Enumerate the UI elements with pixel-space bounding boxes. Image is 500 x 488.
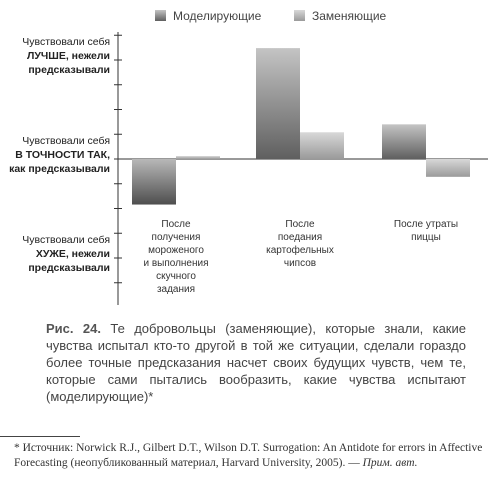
category-label-line: пиццы <box>411 232 441 243</box>
y-label-line: Чувствовали себя <box>22 135 110 147</box>
category-label-line: мороженого <box>148 245 204 256</box>
y-label-line: предсказывали <box>28 64 110 76</box>
bar-modeling <box>132 159 176 205</box>
caption-label: Рис. 24. <box>46 321 101 336</box>
category-label-line: скучного <box>156 271 196 282</box>
footnote <box>14 441 500 471</box>
category-label-line: После <box>161 219 191 230</box>
y-axis-labels <box>9 36 110 274</box>
category-label-line: После <box>285 219 315 230</box>
category-labels <box>143 219 458 295</box>
legend-label-modeling: Моделирующие <box>173 9 262 23</box>
y-label-line: ХУЖЕ, нежели <box>35 248 110 260</box>
bar-surrogate <box>300 132 344 159</box>
category-label-line: После утраты <box>393 219 459 230</box>
footnote-divider <box>0 436 80 437</box>
y-label-line: предсказывали <box>28 262 110 274</box>
bars <box>132 48 470 204</box>
bar-surrogate <box>176 156 220 159</box>
legend-label-surrogate: Заменяющие <box>312 9 387 23</box>
category-label-line: получения <box>151 232 201 243</box>
category-label-line: поедания <box>277 232 323 243</box>
bar-modeling <box>256 48 300 159</box>
category-label-line: и выполнения <box>143 258 209 269</box>
figure-caption <box>46 320 466 405</box>
bar-modeling <box>382 124 426 159</box>
legend-swatch-modeling <box>155 10 166 21</box>
bar-surrogate <box>426 159 470 177</box>
caption-text: Те добровольцы (заменяющие), которые знали, какие чувства испытал кто-то другой в той же ситуации, сделали гораздо более точные предсказания насчет своих будущих чувств, чем те, которые сами пытались вообразить, какие чувства испытают (моделирующие)* <box>46 321 466 404</box>
y-label-line: ЛУЧШЕ, нежели <box>27 50 110 62</box>
category-label-line: чипсов <box>283 258 317 269</box>
category-label-line: картофельных <box>266 245 334 256</box>
category-label-line: задания <box>156 284 196 295</box>
footnote-note: Прим. авт. <box>362 457 418 469</box>
y-label-line: Чувствовали себя <box>22 36 110 48</box>
footnote-text: * Источник: Norwick R.J., Gilbert D.T., Wilson D.T. Surrogation: An Antidote for errors in Affective Forecasting (неопубликованный материал, Harvard University, 2005). — <box>14 442 483 469</box>
y-label-line: В ТОЧНОСТИ ТАК, <box>15 149 110 161</box>
y-label-line: как предсказывали <box>9 163 110 175</box>
legend-swatch-surrogate <box>294 10 305 21</box>
legend <box>155 9 387 23</box>
y-label-line: Чувствовали себя <box>22 234 110 246</box>
